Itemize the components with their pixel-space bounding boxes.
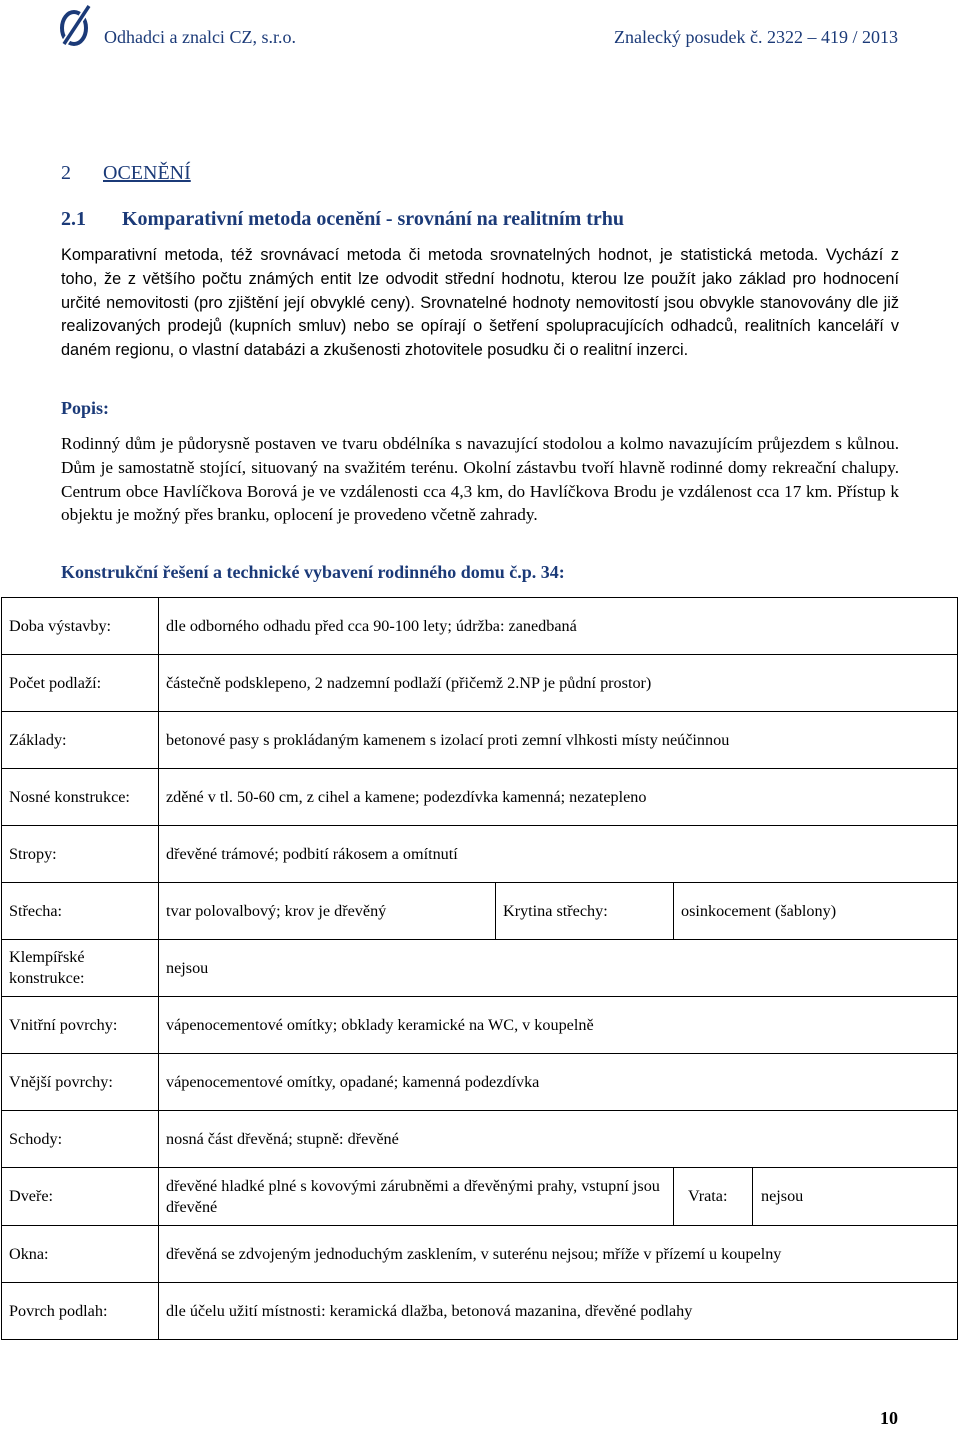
row-label: Povrch podlah: bbox=[2, 1283, 159, 1340]
report-number: Znalecký posudek č. 2322 – 419 / 2013 bbox=[614, 27, 898, 47]
page-number: 10 bbox=[880, 1408, 898, 1428]
row-value: tvar polovalbový; krov je dřevěný bbox=[159, 883, 496, 940]
row-label: Klempířské konstrukce: bbox=[2, 940, 159, 997]
subsection-heading bbox=[61, 208, 624, 231]
row-label: Vrata: bbox=[674, 1168, 753, 1225]
row-label: Krytina střechy: bbox=[496, 883, 674, 940]
row-label: Počet podlaží: bbox=[2, 655, 159, 712]
row-label: Nosné konstrukce: bbox=[2, 769, 159, 826]
row-value: nejsou bbox=[761, 1187, 804, 1205]
row-label: Stropy: bbox=[2, 826, 159, 883]
row-label: Okna: bbox=[2, 1226, 159, 1283]
table-row bbox=[2, 598, 958, 655]
row-value: dle odborného odhadu před cca 90-100 lety; údržba: zanedbaná bbox=[159, 598, 958, 655]
row-value: nosná část dřevěná; stupně: dřevěné bbox=[159, 1111, 958, 1168]
table-row bbox=[2, 883, 958, 940]
table-row bbox=[2, 769, 958, 826]
row-value: osinkocement (šablony) bbox=[674, 883, 958, 940]
construction-heading: Konstrukční řešení a technické vybavení rodinného domu č.p. 34: bbox=[61, 562, 565, 582]
section-title: OCENĚNÍ bbox=[103, 162, 191, 184]
popis-label: Popis: bbox=[61, 398, 110, 418]
subsection-title: Komparativní metoda ocenění - srovnání na realitním trhu bbox=[122, 208, 625, 230]
table-row bbox=[2, 826, 958, 883]
row-label: Schody: bbox=[2, 1111, 159, 1168]
table-row bbox=[2, 1054, 958, 1111]
section-number: 2 bbox=[61, 162, 71, 184]
row-value: betonové pasy s prokládaným kamenem s izolací proti zemní vlhkosti místy neúčinnou bbox=[159, 712, 958, 769]
table-row bbox=[2, 940, 958, 997]
row-value: dle účelu užití místnosti: keramická dlažba, betonová mazanina, dřevěné podlahy bbox=[159, 1283, 958, 1340]
row-value: dřevěná se zdvojeným jednoduchým zasklením, v suterénu nejsou; mříže v přízemí u koupelny bbox=[159, 1226, 958, 1283]
row-value: dřevěné trámové; podbití rákosem a omítnutí bbox=[159, 826, 958, 883]
row-label: Doba výstavby: bbox=[2, 598, 159, 655]
row-label: Střecha: bbox=[2, 883, 159, 940]
row-value: vápenocementové omítky; obklady keramické na WC, v koupelně bbox=[159, 997, 958, 1054]
subsection-number: 2.1 bbox=[61, 208, 86, 230]
table-row bbox=[2, 1226, 958, 1283]
table-row bbox=[2, 1111, 958, 1168]
row-value: vápenocementové omítky, opadané; kamenná podezdívka bbox=[159, 1054, 958, 1111]
vrata-cell bbox=[674, 1168, 958, 1226]
row-label: Základy: bbox=[2, 712, 159, 769]
company-logo-icon bbox=[59, 2, 93, 50]
row-value: zděné v tl. 50-60 cm, z cihel a kamene; podezdívka kamenná; nezatepleno bbox=[159, 769, 958, 826]
section-heading bbox=[61, 162, 191, 185]
intro-paragraph: Komparativní metoda, též srovnávací metoda či metoda srovnatelných hodnot, je statistická metoda. Vychází z toho, že z většího počtu známých entit lze odvodit střední hodnotu, kterou lze použít jako základ pro hodnocení určité nemovitosti (pro zjištění její obvyklé ceny). Srovnatelné hodnoty nemovitostí jsou obvykle stanovovány dle již realizovaných prodejů (kupních smluv) nebo se opírají o šetření spolupracujících odhadců, realitních kanceláří v daném regionu, o vlastní databázi a zkušenosti zhotovitele posudku či o realitní inzerci. bbox=[61, 246, 899, 360]
row-value: nejsou bbox=[159, 940, 958, 997]
row-value: částečně podsklepeno, 2 nadzemní podlaží (přičemž 2.NP je půdní prostor) bbox=[159, 655, 958, 712]
row-label: Dveře: bbox=[2, 1168, 159, 1226]
popis-paragraph: Rodinný dům je půdorysně postaven ve tvaru obdélníka s navazující stodolou a kolmo navazujícím průjezdem s kůlnou. Dům je samostatně stojící, situovaný na svažitém terénu. Okolní zástavbu tvoří hlavně rodinné domy rekreační chalupy. Centrum obce Havlíčkova Borová je ve vzdálenosti cca 4,3 km, do Havlíčkova Brodu je vzdálenost cca 17 km. Přístup k objektu je možný přes branku, oplocení je provedeno včetně zahrady. bbox=[61, 434, 899, 525]
table-row bbox=[2, 997, 958, 1054]
table-row bbox=[2, 712, 958, 769]
row-label: Vnější povrchy: bbox=[2, 1054, 159, 1111]
table-row bbox=[2, 655, 958, 712]
row-label: Vnitřní povrchy: bbox=[2, 997, 159, 1054]
page-header bbox=[0, 0, 960, 60]
table-row bbox=[2, 1168, 958, 1226]
row-value: dřevěné hladké plné s kovovými zárubněmi a dřevěnými prahy, vstupní jsou dřevěné bbox=[159, 1168, 674, 1226]
construction-table bbox=[1, 597, 958, 1340]
company-name: Odhadci a znalci CZ, s.r.o. bbox=[104, 27, 296, 47]
table-row bbox=[2, 1283, 958, 1340]
